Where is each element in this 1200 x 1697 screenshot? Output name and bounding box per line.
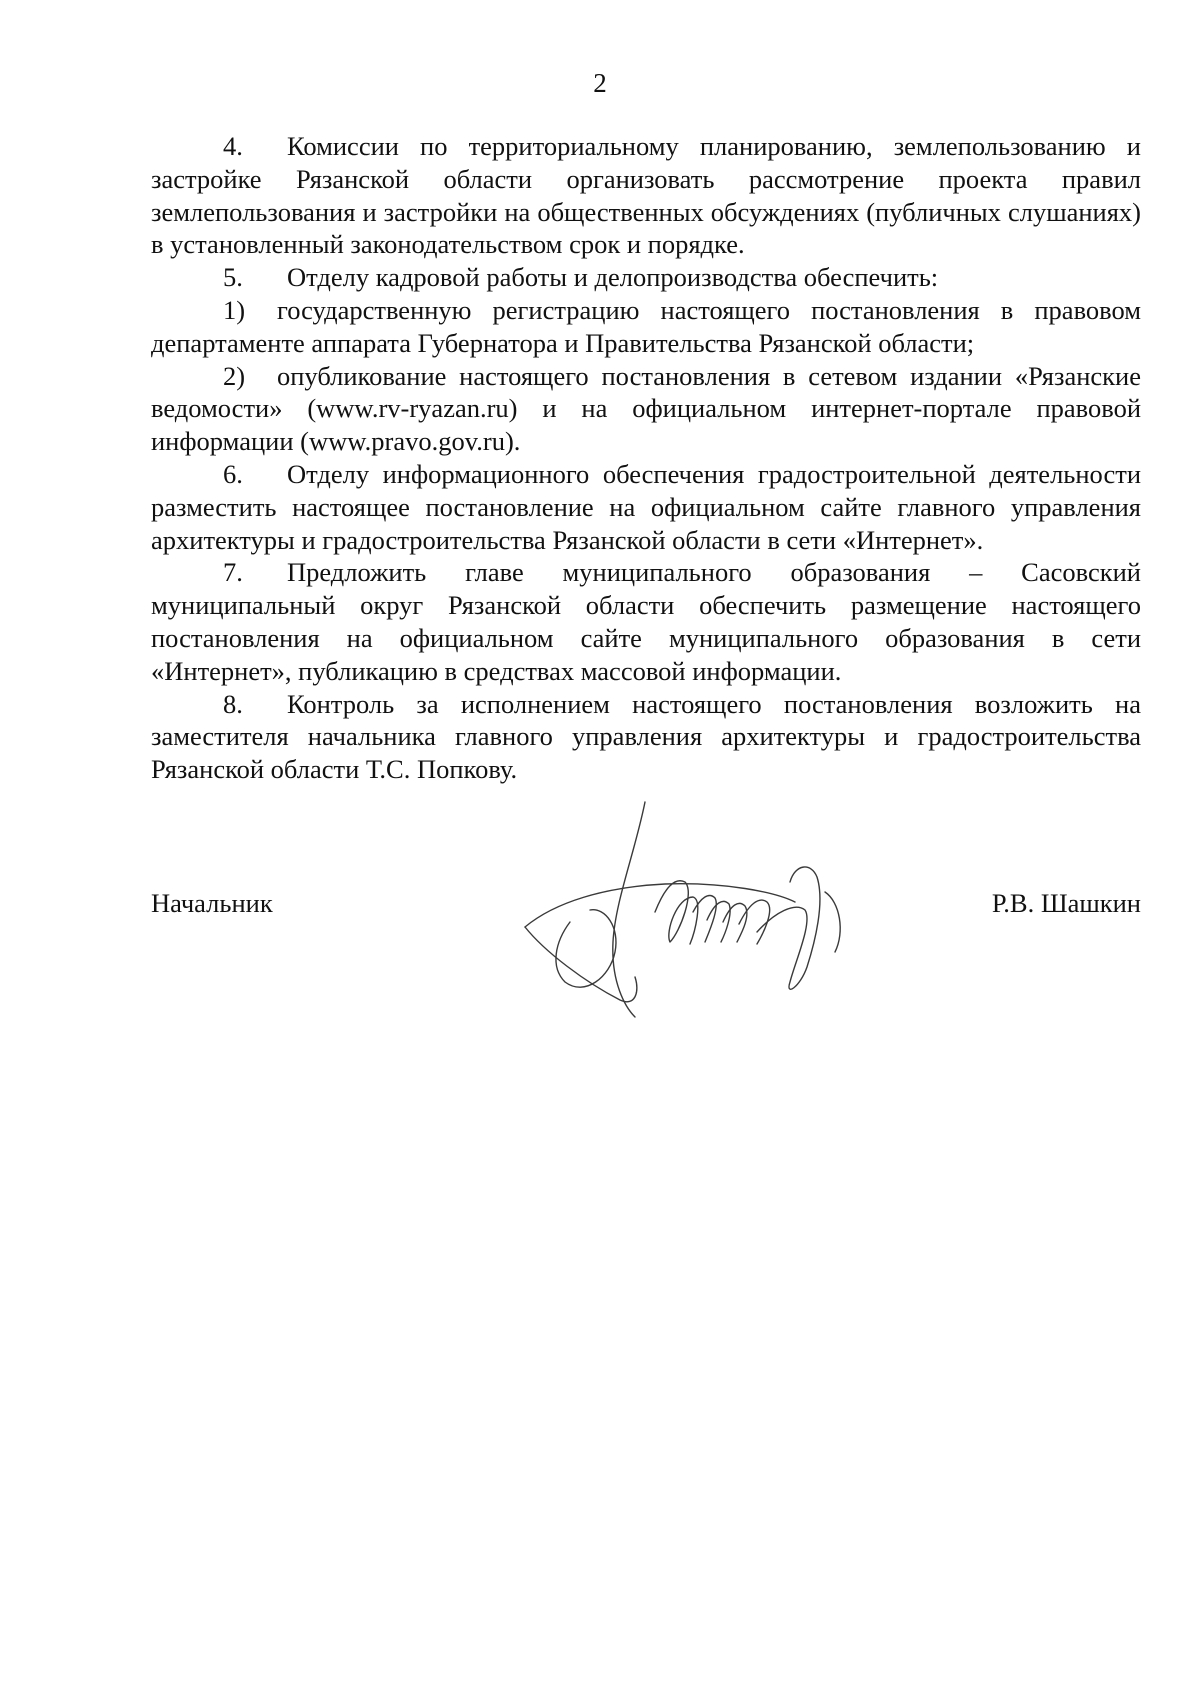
subparagraph-number: 2) xyxy=(223,360,246,391)
paragraph-5 xyxy=(151,261,1141,294)
paragraph-text: Отделу кадровой работы и делопроизводства обеспечить: xyxy=(287,262,939,293)
paragraph-number: 4. xyxy=(223,131,243,161)
paragraph-7 xyxy=(151,556,1141,687)
paragraph-number: 5. xyxy=(223,262,243,293)
subparagraph-number: 1) xyxy=(223,294,246,325)
handwritten-signature xyxy=(495,792,905,1022)
subparagraph-1 xyxy=(151,294,1141,360)
paragraph-number: 8. xyxy=(223,688,243,719)
paragraph-number: 7. xyxy=(223,557,243,588)
paragraph-number: 6. xyxy=(223,458,243,489)
subparagraph-2 xyxy=(151,360,1141,458)
document-body xyxy=(151,130,1141,786)
paragraph-4 xyxy=(151,130,1141,261)
page-number: 2 xyxy=(593,68,607,98)
paragraph-8 xyxy=(151,688,1141,786)
paragraph-text: опубликование настоящего постановления в сетевом издании «Рязанские ведомости» (www.rv-ryazan.ru) и на официальном интернет-портале правовой информации (www.pravo.gov.ru). xyxy=(151,360,1141,457)
signatory-name: Р.В. Шашкин xyxy=(991,888,1141,918)
paragraph-text: Комиссии по территориальному планированию, землепользованию и застройке Рязанской области организовать рассмотрение проекта правил землепользования и застройки на общественных обсуждениях (публичных слушаниях) в установленный законодательством срок и порядке. xyxy=(151,131,1141,260)
paragraph-text: Предложить главе муниципального образования – Сасовский муниципальный округ Рязанской области обеспечить размещение настоящего постановления на официальном сайте муниципального образования в сети «Интернет», публикацию в средствах массовой информации. xyxy=(151,557,1141,686)
paragraph-text: государственную регистрацию настоящего постановления в правовом департаменте аппарата Губернатора и Правительства Рязанской области; xyxy=(151,294,1141,358)
paragraph-text: Отделу информационного обеспечения градостроительной деятельности разместить настоящее постановление на официальном сайте главного управления архитектуры и градостроительства Рязанской области в сети «Интернет». xyxy=(151,458,1141,555)
signatory-position: Начальник xyxy=(151,888,273,918)
paragraph-text: Контроль за исполнением настоящего постановления возложить на заместителя начальника главного управления архитектуры и градостроительства Рязанской области Т.С. Попкову. xyxy=(151,688,1141,785)
paragraph-6 xyxy=(151,458,1141,556)
